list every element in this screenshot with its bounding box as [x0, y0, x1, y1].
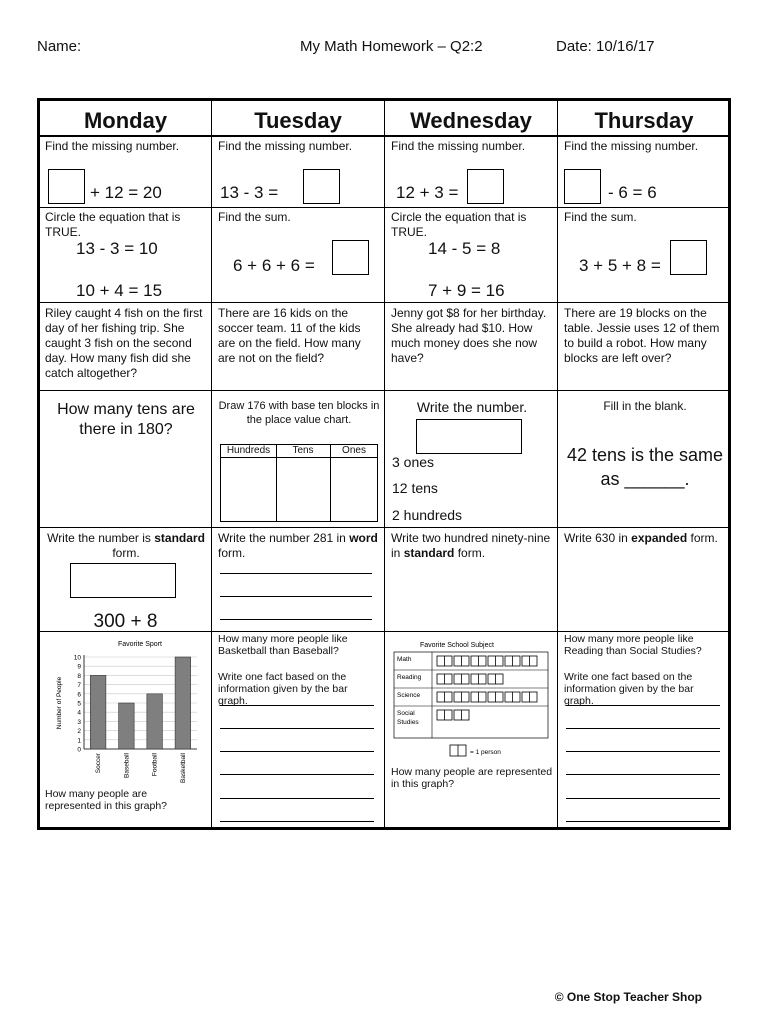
pictograph-title: Favorite School Subject: [420, 642, 494, 649]
row-divider: [40, 527, 728, 528]
instruction-text: Draw 176 with base ten blocks in the place value chart.: [218, 400, 380, 426]
book-icon: [471, 692, 486, 702]
book-icon: [522, 692, 537, 702]
instruction-text: Circle the equation that is TRUE.: [391, 210, 527, 239]
instruction-text: Write the number 281 in word form.: [218, 531, 378, 560]
question-text: How many more people like Basketball than Baseball?: [218, 633, 348, 657]
question-text: Write one fact based on the information given by the bar graph.: [218, 671, 348, 707]
tens-question: How many tens are there in 180?: [57, 401, 195, 438]
favorite-sport-chart: [52, 633, 202, 785]
row-divider: [40, 302, 728, 303]
answer-line[interactable]: [566, 705, 720, 706]
word-problem: Riley caught 4 fish on the first day of her fishing trip. She caught 3 fish on the second day. How many fish did she catch altogether?: [45, 306, 203, 380]
equation-text: - 6 = 6: [608, 183, 657, 202]
day-header-wednesday: Wednesday: [410, 108, 532, 133]
answer-line[interactable]: [220, 573, 372, 574]
equation-option-1[interactable]: 14 - 5 = 8: [428, 239, 501, 258]
answer-box[interactable]: [416, 419, 522, 454]
answer-line[interactable]: [220, 774, 374, 775]
chart-title: Favorite Sport: [118, 641, 162, 648]
answer-line[interactable]: [220, 705, 374, 706]
book-icon: [437, 692, 452, 702]
question-text: Write one fact based on the information given by the bar graph.: [564, 671, 694, 707]
word-problem: Jenny got $8 for her birthday. She already had $10. How much money does she now have?: [391, 306, 547, 365]
book-icon: [471, 674, 486, 684]
answer-line[interactable]: [566, 798, 720, 799]
x-tick-label: Basketball: [179, 753, 187, 783]
y-tick-label: 10: [73, 654, 81, 662]
day-header-thursday: Thursday: [594, 108, 694, 133]
equation-text: 13 - 3 =: [220, 183, 279, 202]
book-icon: [437, 710, 452, 720]
answer-line[interactable]: [220, 728, 374, 729]
bar-football: [147, 694, 163, 749]
equation-text: 6 + 6 + 6 =: [233, 256, 315, 275]
number-part-hundreds: 2 hundreds: [392, 507, 463, 523]
category-label: Social: [397, 710, 415, 717]
pv-header-ones: Ones: [342, 445, 366, 456]
book-icon: [505, 692, 520, 702]
word-problem: There are 19 blocks on the table. Jessie uses 12 of them to build a robot. How many blocks are left over?: [564, 306, 720, 365]
book-icon: [505, 656, 520, 666]
equation-option-2[interactable]: 10 + 4 = 15: [76, 281, 163, 300]
instruction-text: Find the missing number.: [564, 139, 699, 153]
x-tick-label: Football: [151, 753, 159, 777]
book-icon: [454, 692, 469, 702]
number-part-ones: 3 ones: [392, 454, 435, 470]
answer-line[interactable]: [566, 751, 720, 752]
y-tick-label: 9: [77, 663, 81, 671]
answer-line[interactable]: [220, 619, 372, 620]
equation-text: 3 + 5 + 8 =: [579, 256, 661, 275]
answer-box[interactable]: [467, 169, 504, 204]
number-part-tens: 12 tens: [392, 480, 438, 496]
favorite-subject-pictograph: [392, 637, 552, 762]
question-text: How many people are represented in this graph?: [391, 766, 553, 790]
answer-line[interactable]: [566, 821, 720, 822]
name-label: Name:: [37, 38, 82, 55]
book-icon: [488, 674, 503, 684]
answer-box[interactable]: [564, 169, 601, 204]
column-divider: [211, 101, 212, 827]
instruction-text: Fill in the blank.: [603, 399, 687, 413]
bar-basketball: [175, 657, 191, 749]
word-problem: There are 16 kids on the soccer team. 11 of the kids are on the field. How many are not on the field?: [218, 306, 361, 365]
y-tick-label: 7: [77, 682, 81, 690]
answer-line[interactable]: [220, 751, 374, 752]
homework-table: [37, 98, 731, 830]
equation-option-1[interactable]: 13 - 3 = 10: [76, 239, 158, 258]
instruction-text: Circle the equation that is TRUE.: [45, 210, 181, 239]
book-icon: [488, 656, 503, 666]
page-title: My Math Homework – Q2:2: [300, 38, 483, 55]
book-icon: [454, 710, 469, 720]
instruction-text: Find the missing number.: [45, 139, 180, 153]
pv-header-tens: Tens: [292, 445, 314, 456]
instruction-text: Write the number.: [416, 399, 528, 415]
day-header-tuesday: Tuesday: [254, 108, 342, 133]
column-divider: [557, 101, 558, 827]
fill-blank-sentence: 42 tens is the same as ______.: [566, 445, 724, 489]
instruction-text: Write 630 in expanded form.: [564, 531, 718, 545]
category-label: Math: [397, 656, 412, 663]
category-label: Science: [397, 692, 421, 699]
y-tick-label: 1: [77, 737, 81, 745]
copyright-footer: © One Stop Teacher Shop: [554, 990, 702, 1004]
y-tick-label: 3: [77, 718, 81, 726]
y-tick-label: 6: [77, 691, 81, 699]
y-tick-label: 8: [77, 672, 81, 680]
answer-line[interactable]: [566, 774, 720, 775]
y-tick-label: 2: [77, 728, 81, 736]
place-value-chart[interactable]: [220, 444, 378, 522]
book-icon: [454, 674, 469, 684]
row-divider: [40, 390, 728, 391]
answer-line[interactable]: [220, 596, 372, 597]
book-icon: [522, 656, 537, 666]
x-tick-label: Baseball: [123, 753, 131, 778]
column-divider: [384, 101, 385, 827]
y-tick-label: 4: [77, 709, 81, 717]
instruction-text: Find the sum.: [218, 210, 291, 224]
y-tick-label: 0: [77, 746, 81, 754]
pictograph-key: = 1 person: [470, 749, 501, 756]
answer-box[interactable]: [48, 169, 85, 204]
instruction-text: Find the missing number.: [391, 139, 526, 153]
book-icon: [437, 674, 452, 684]
answer-box[interactable]: [303, 169, 340, 204]
x-tick-label: Soccer: [95, 753, 103, 774]
row-divider: [40, 207, 728, 208]
day-header-monday: Monday: [83, 108, 168, 133]
book-icon: [454, 656, 469, 666]
question-text: How many people are represented in this graph?: [45, 788, 167, 812]
expanded-number: 300 + 8: [93, 611, 158, 632]
equation-text: + 12 = 20: [90, 183, 162, 202]
instruction-text: Find the missing number.: [218, 139, 353, 153]
category-label: Reading: [397, 674, 422, 681]
answer-line[interactable]: [566, 728, 720, 729]
answer-box[interactable]: [332, 240, 369, 275]
answer-line[interactable]: [220, 821, 374, 822]
equation-text: 12 + 3 =: [396, 183, 459, 202]
answer-line[interactable]: [220, 798, 374, 799]
book-icon: [450, 745, 466, 756]
equation-option-2[interactable]: 7 + 9 = 16: [428, 281, 505, 300]
bar-soccer: [90, 675, 106, 749]
category-label: Studies: [397, 719, 419, 726]
book-icon: [488, 692, 503, 702]
pv-header-hundreds: Hundreds: [226, 445, 271, 456]
question-text: How many more people like Reading than Social Studies?: [564, 633, 702, 657]
instruction-text: Find the sum.: [564, 210, 637, 224]
date-label: Date: 10/16/17: [556, 38, 655, 55]
book-icon: [471, 656, 486, 666]
book-icon: [437, 656, 452, 666]
instruction-text: Write the number is standard form.: [47, 531, 205, 560]
instruction-text: Write two hundred ninety-nine in standard form.: [391, 531, 551, 560]
answer-box[interactable]: [670, 240, 707, 275]
y-axis-label: Number of People: [56, 676, 63, 730]
bar-baseball: [119, 703, 135, 749]
answer-box[interactable]: [70, 563, 176, 598]
y-tick-label: 5: [77, 700, 81, 708]
